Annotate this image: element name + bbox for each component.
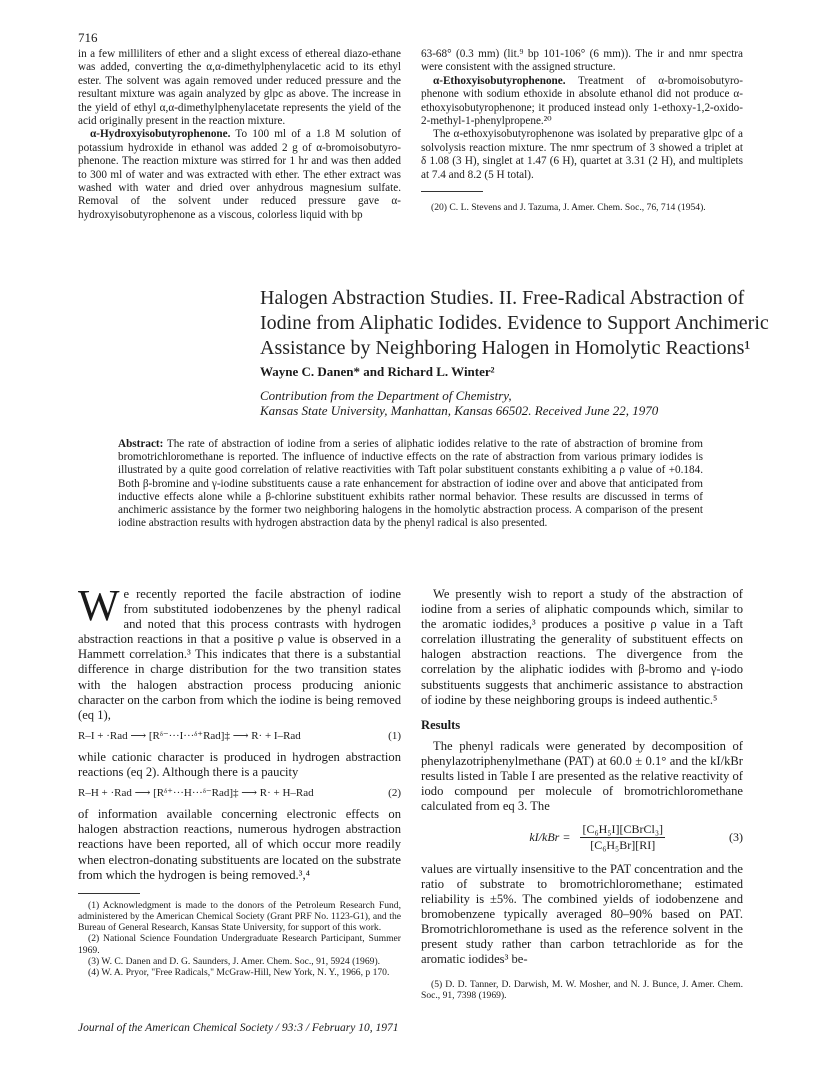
equation-number: (1)	[388, 729, 401, 742]
section-heading-results: Results	[421, 717, 461, 732]
drop-cap: W	[78, 581, 120, 630]
equation-3	[421, 822, 743, 853]
footnote-1: (1) Acknowledgment is made to the donors of the Petroleum Research Fund, administered by the American Chemical Society (Grant PRF No. 1123-G1), and the Bureau of General Research, Kansas State University, for support of this work.	[78, 899, 401, 934]
paragraph-text: To 100 ml of a 1.8 M solution of potassium hydroxide in ethanol was added 2 g of α-bromoisobutyro-phenone. The reaction mixture was stirred for 1 hr and was then added to 300 ml of water and was extracted with ether. The ether extract was washed with water and dried over anhydrous magnesium sulfate. Removal of the solvent under reduced pressure gave α-hydroxyisobutyrophenone as a viscous, colorless liquid with bp	[78, 128, 401, 221]
paragraph: of information available concerning electronic effects on halogen abstraction reactions, numerous hydrogen abstraction reactions have been reported, all of which occur more readily when electron-donating substituents are located on the substrate from which the hydrogen is being removed.³,⁴	[78, 807, 401, 882]
paragraph: The α-ethoxyisobutyrophenone was isolated by preparative glpc of a solvolysis reaction mixture. The nmr spectrum of 3 showed a triplet at δ 1.08 (3 H), singlet at 1.47 (6 H), quartet at 3.31 (2 H), and multiplets at 7.4 and 8.2 (5 H total).	[421, 128, 743, 181]
page-number: 716	[78, 30, 98, 45]
footnote-text: (20) C. L. Stevens and J. Tazuma, J. Amer. Chem. Soc., 76, 714 (1954).	[431, 202, 706, 214]
affiliation-line: Contribution from the Department of Chemistry,	[260, 388, 512, 403]
paragraph: The phenyl radicals were generated by decomposition of phenylazotriphenylmethane (PAT) at 60.0 ± 0.1° and the kI/kBr results listed in Table I are presented as the relative reactivity of iodo compound per molecule of bromotrichloromethane calculated from eq 3. The	[421, 738, 743, 814]
affiliation-line: Kansas State University, Manhattan, Kansas 66502. Received June 22, 1970	[260, 403, 659, 418]
footnote-5	[421, 979, 743, 1001]
footnote-4: (4) W. A. Pryor, "Free Radicals," McGraw-Hill, New York, N. Y., 1966, p 170.	[88, 966, 390, 978]
paragraph: We presently wish to report a study of the abstraction of iodine from a series of aliphatic compounds which, similar to the aromatic iodides,³ produces a positive ρ value in a Taft correlation illustrating the generality of substituent effects on halogen abstraction reactions. The divergence from the correlation by the aliphatic iodides with β-bromo and γ-iodo substituents suggests that anchimeric assistance to abstraction of iodine by these neighboring groups is indeed authentic.⁵	[421, 587, 743, 707]
fraction-denominator: [C₆H₅Br][RI]	[590, 838, 656, 853]
affiliation	[260, 388, 780, 418]
footnote-rule	[78, 893, 140, 894]
paragraph-text: Treatment of α-bromoisobutyro-phenone with sodium ethoxide in absolute ethanol did not produce α-ethoxyisobutyrophenone; it produced instead only 1-ethoxy-1,2-oxido-2-methyl-1-phenylpropene.²⁰	[421, 74, 743, 128]
run-in-heading: α-Hydroxyisobutyrophenone.	[90, 128, 231, 141]
paragraph	[78, 581, 401, 723]
previous-article-right-column	[421, 48, 743, 214]
paragraph: while cationic character is produced in hydrogen abstraction reactions (eq 2). Although there is a paucity	[78, 749, 401, 780]
abstract	[118, 438, 703, 530]
journal-footer: Journal of the American Chemical Society / 93:3 / February 10, 1971	[78, 1022, 399, 1034]
abstract-text: The rate of abstraction of iodine from a series of aliphatic iodides relative to the rate of abstraction of bromine from bromotrichloromethane is reported. The influence of inductive effects on the rate of abstraction from various primary iodides is illustrated by a quite good correlation of relative reactivities with Taft polar substituent constants exhibiting a ρ value of +0.184. Both β-bromine and γ-iodine substituents cause a rate enhancement for abstraction of iodine over and above that anticipated from inductive effects alone while a β-chlorine substituent exhibits rather normal behavior. These results are discussed in terms of anchimeric assistance by the former two neighboring halogens in the homolytic abstraction process. A comparison of the present iodine abstraction results with hydrogen abstraction data by the phenyl radical is also presented.	[118, 438, 703, 530]
equation-number: (3)	[729, 830, 743, 845]
footnote-3: (3) W. C. Danen and D. G. Saunders, J. Amer. Chem. Soc., 91, 5924 (1969).	[88, 955, 381, 967]
authors: Wayne C. Danen* and Richard L. Winter²	[260, 364, 495, 379]
article-title: Halogen Abstraction Studies. II. Free-Radical Abstraction of Iodine from Aliphatic Iodides. Evidence to Support Anchimeric Assistance by Neighboring Halogen in Homolytic Reactions¹	[260, 287, 769, 359]
footnote-rule	[421, 191, 483, 192]
body-left-column	[78, 581, 401, 978]
footnote-20	[421, 202, 743, 213]
paragraph	[78, 128, 401, 222]
footnote-text: (5) D. D. Tanner, D. Darwish, M. W. Mosher, and N. J. Bunce, J. Amer. Chem. Soc., 91, 7398 (1969).	[421, 979, 743, 1002]
equation-1	[78, 729, 401, 744]
equation-number: (2)	[388, 787, 401, 800]
paragraph-text: e recently reported the facile abstraction of iodine from substituted iodobenzenes by the phenyl radical and noted that this process contrasts with hydrogen abstraction reactions in that a positive ρ value is observed in a Hammett correlation.³ This indicates that there is a substantial difference in charge distribution for the two transition states with the halogen abstraction process producing anionic character on the carbon from which the iodine is being removed (eq 1),	[78, 587, 401, 722]
run-in-heading: α-Ethoxyisobutyrophenone.	[433, 74, 566, 87]
footnotes	[78, 900, 401, 978]
footnote-2: (2) National Science Foundation Undergraduate Research Participant, Summer 1969.	[78, 933, 401, 956]
previous-article-left-column	[78, 48, 401, 222]
equation-lhs: kI/kBr =	[529, 830, 571, 845]
abstract-label: Abstract:	[118, 438, 164, 450]
paragraph	[421, 75, 743, 129]
fraction-numerator: [C₆H₅I][CBrCl₃]	[580, 822, 665, 838]
body-right-column	[421, 587, 743, 1002]
equation-text: R–H + ·Rad ⟶ [Rᵟ⁺···H···ᵟ⁻Rad]‡ ⟶ R· + H–Rad	[78, 787, 314, 800]
equation-text: R–I + ·Rad ⟶ [Rᵟ⁻···I···ᵟ⁺Rad]‡ ⟶ R· + I–Rad	[78, 729, 301, 742]
paragraph: values are virtually insensitive to the PAT concentration and the ratio of substrate to bromotrichloromethane; estimated reliability is ±5%. The combined yields of iodobenzene and bromobenzene typically averaged 80–90% based on PAT. Bromotrichloromethane is used as the reference solvent in the present study rather than carbon tetrachloride as for the aromatic iodides³ be-	[421, 861, 743, 967]
equation-2	[78, 786, 401, 801]
paragraph: 63-68° (0.3 mm) (lit.⁹ bp 101-106° (6 mm)). The ir and nmr spectra were consistent with the assigned structure.	[421, 48, 743, 74]
paragraph: in a few milliliters of ether and a slight excess of ethereal diazo-ethane was added, converting the α,α-dimethylphenylacetic acid to its ethyl ester. The solvent was again removed under reduced pressure and the resultant mixture was again analyzed by glpc as above. The increase in the yield of ethyl α,α-dimethylphenylacetate represents the yield of the acid originally present in the reaction mixture.	[78, 48, 401, 128]
equation-fraction	[580, 822, 665, 853]
